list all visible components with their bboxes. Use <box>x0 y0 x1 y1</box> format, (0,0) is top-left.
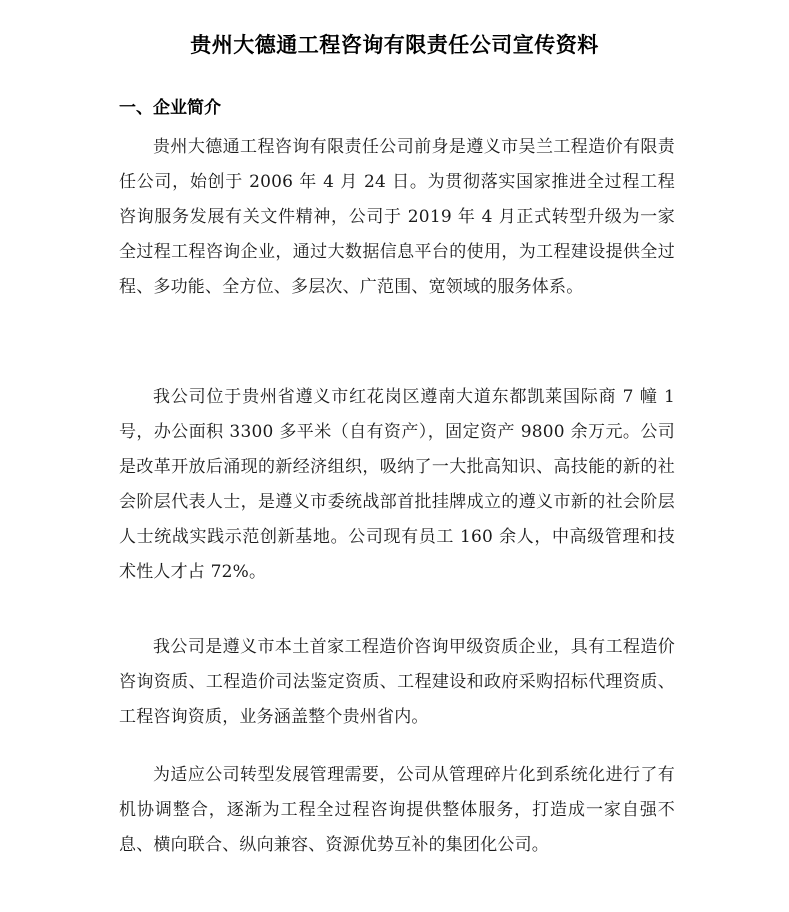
paragraph-company-development: 为适应公司转型发展管理需要，公司从管理碎片化到系统化进行了有机协调整合，逐渐为工程全过程咨询提供整体服务，打造成一家自强不息、横向联合、纵向兼容、资源优势互补的集团化公司。 <box>119 765 675 855</box>
section-heading-company-intro: 一、企业简介 <box>119 98 221 118</box>
paragraph-company-qualifications: 我公司是遵义市本土首家工程造价咨询甲级资质企业，具有工程造价咨询资质、工程造价司法鉴定资质、工程建设和政府采购招标代理资质、工程咨询资质，业务涵盖整个贵州省内。 <box>119 637 675 727</box>
paragraph-company-history: 贵州大德通工程咨询有限责任公司前身是遵义市吴兰工程造价有限责任公司，始创于 2006 年 4 月 24 日。为贯彻落实国家推进全过程工程咨询服务发展有关文件精神，公司于 2019 年 4 月正式转型升级为一家全过程工程咨询企业，通过大数据信息平台的使用，为工程建设提供全过程、多功能、全方位、多层次、广范围、宽领域的服务体系。 <box>119 137 675 297</box>
document-title: 贵州大德通工程咨询有限责任公司宣传资料 <box>190 33 599 57</box>
paragraph-company-location: 我公司位于贵州省遵义市红花岗区遵南大道东都凯莱国际商 7 幢 1 号，办公面积 3300 多平米（自有资产），固定资产 9800 余万元。公司是改革开放后涌现的新经济组织，吸纳了一大批高知识、高技能的新的社会阶层代表人士，是遵义市委统战部首批挂牌成立的遵义市新的社会阶层人士统战实践示范创新基地。公司现有员工 160 余人，中高级管理和技术性人才占 72%。 <box>119 387 675 582</box>
